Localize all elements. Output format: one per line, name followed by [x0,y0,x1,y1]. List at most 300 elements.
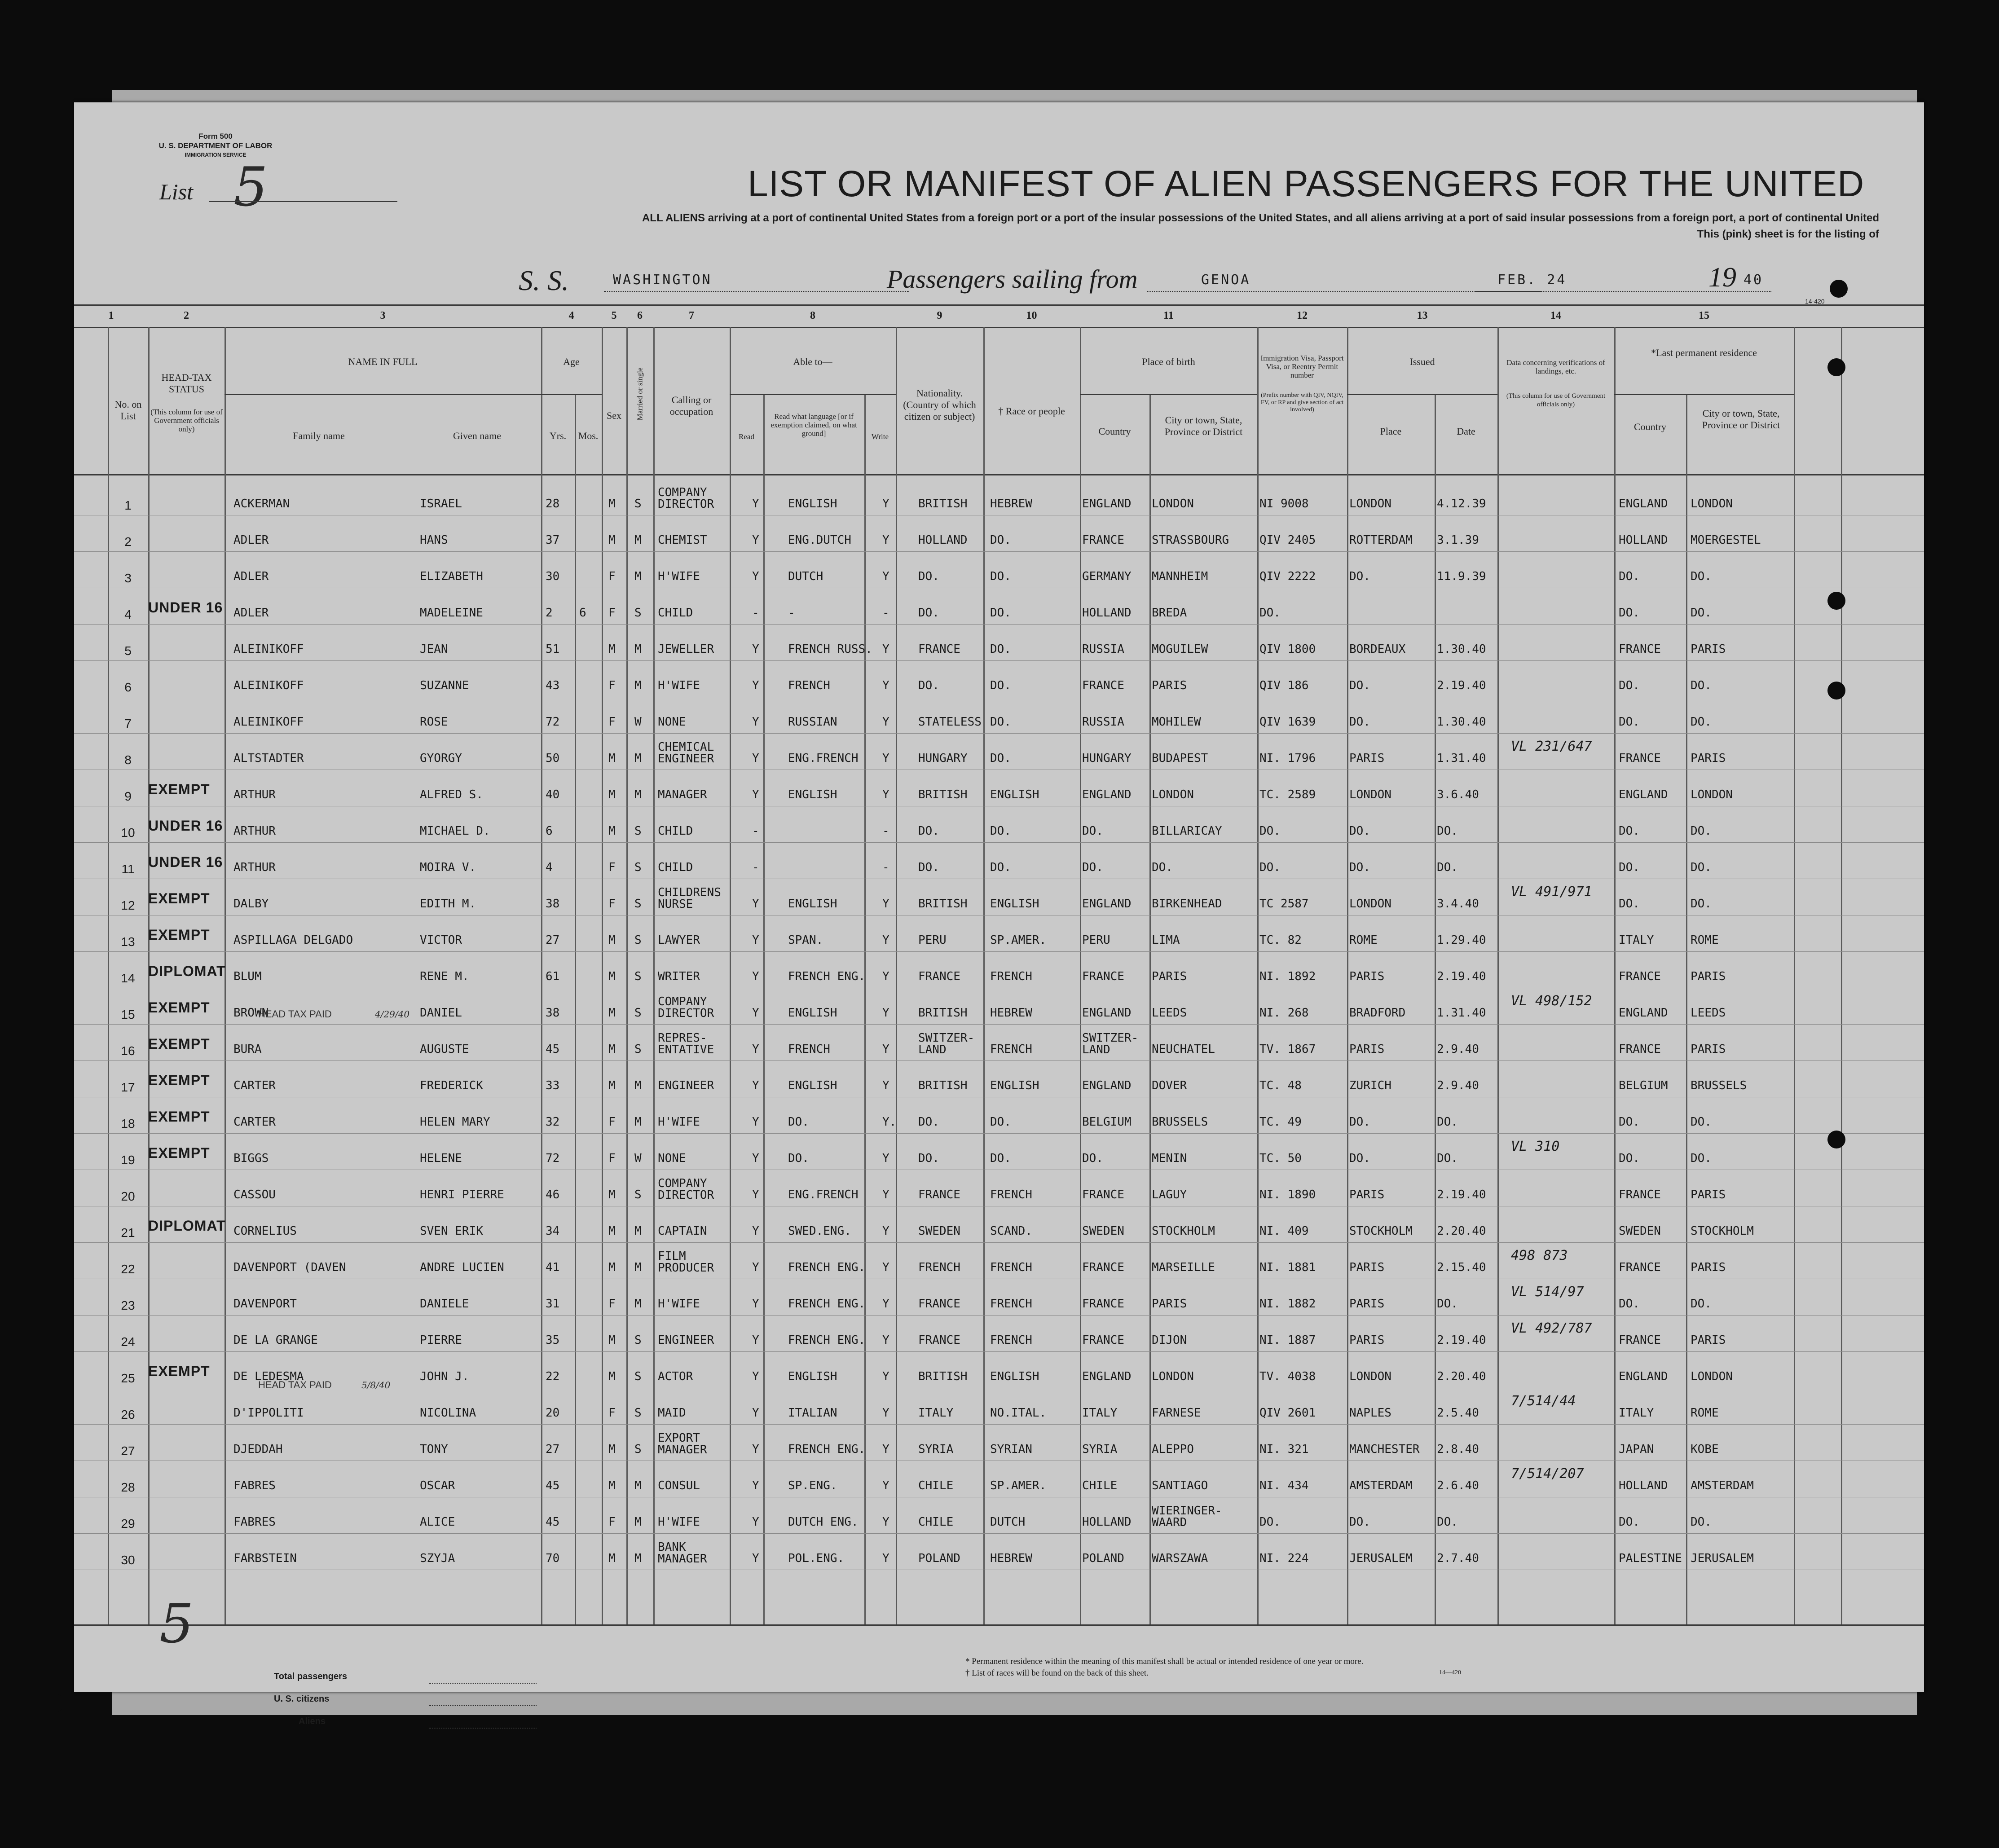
birth-country: FRANCE [1082,533,1124,547]
landing-data: 7/514/44 [1511,1393,1576,1409]
occupation: COMPANY DIRECTOR [658,995,714,1020]
colnum-15: 15 [1699,310,1709,321]
residence-country: ENGLAND [1619,1370,1668,1383]
sex: M [608,1006,616,1020]
family-name: FABRES [233,1479,276,1492]
residence-city: DO. [1691,1115,1712,1129]
residence-country: FRANCE [1619,1043,1661,1056]
sex: M [608,1552,616,1565]
colnum-9: 9 [937,310,942,321]
header-head-tax: HEAD-TAX STATUS [161,372,212,395]
occupation: MANAGER [658,788,707,801]
issued-place: ZURICH [1349,1079,1391,1092]
read-language: ENGLISH [788,1370,837,1383]
row-number: 30 [121,1553,135,1567]
head-tax-status: EXEMPT [148,890,210,906]
race: FRENCH [990,970,1032,983]
birth-city: FARNESE [1152,1406,1201,1420]
visa-number: TC. 48 [1259,1079,1302,1092]
marital-status: M [634,1115,642,1129]
race: DO. [990,642,1011,656]
residence-country: DO. [1619,1297,1640,1311]
issued-date: DO. [1437,1515,1458,1529]
total-line [429,1683,537,1684]
table-row [74,1534,1924,1570]
issued-date: DO. [1437,1297,1458,1311]
marital-status: M [634,533,642,547]
can-write: Y [882,897,889,911]
race: SYRIAN [990,1443,1032,1456]
given-name: HELEN MARY [420,1115,490,1129]
race: DO. [990,752,1011,765]
residence-city: JERUSALEM [1691,1552,1754,1565]
table-row [74,1316,1924,1352]
issued-date: 1.31.40 [1437,752,1486,765]
issued-place: PARIS [1349,752,1385,765]
residence-country: ENGLAND [1619,788,1668,801]
issued-date: 2.19.40 [1437,970,1486,983]
age-years: 22 [546,1370,560,1383]
occupation: CONSUL [658,1479,700,1492]
row-number: 27 [121,1444,135,1458]
family-name: DE LA GRANGE [233,1333,318,1347]
can-read: Y [752,1479,759,1492]
issued-place: JERUSALEM [1349,1552,1413,1565]
sex: M [608,933,616,947]
manifest-sheet [74,102,1924,1726]
visa-number: TV. 4038 [1259,1370,1316,1383]
head-tax-status: EXEMPT [148,1109,210,1125]
table-row [74,1170,1924,1206]
issued-date: 11.9.39 [1437,570,1486,583]
birth-country: ENGLAND [1082,1079,1132,1092]
visa-number: NI. 1890 [1259,1188,1316,1201]
issued-place: DO. [1349,824,1370,838]
residence-country: DO. [1619,679,1640,692]
read-language: FRENCH ENG. [788,1333,866,1347]
citizens-line [429,1705,537,1706]
can-write: - [882,824,889,838]
given-name: HENRI PIERRE [420,1188,504,1201]
nationality: DO. [918,861,939,874]
row-number: 23 [121,1298,135,1312]
sex: F [608,1406,616,1420]
stamp-text: HEAD TAX PAID [258,1008,332,1020]
stamp-text: HEAD TAX PAID [258,1379,332,1390]
age-years: 32 [546,1115,560,1129]
nationality: FRANCE [918,1333,960,1347]
row-rule [74,1242,1924,1243]
can-read: Y [752,752,759,765]
residence-city: DO. [1691,1515,1712,1529]
issued-date: 3.1.39 [1437,533,1479,547]
read-language: ITALIAN [788,1406,837,1420]
can-write: Y [882,533,889,547]
row-number: 14 [121,971,135,985]
nationality: DO. [918,570,939,583]
header-visa-note: (Prefix number with QIV, NQIV, FV, or RP and give section of act involved) [1260,392,1344,413]
header-read-lang: Read what language [or if exemption claimed, on what ground] [771,412,857,438]
given-name: MADELEINE [420,606,483,620]
can-read: Y [752,533,759,547]
race: DO. [990,824,1011,838]
landing-data: VL 231/647 [1511,739,1592,754]
age-years: 45 [546,1043,560,1056]
issued-place: PARIS [1349,1043,1385,1056]
given-name: ALFRED S. [420,788,483,801]
given-name: ELIZABETH [420,570,483,583]
race: SCAND. [990,1224,1032,1238]
table-row [74,1243,1924,1279]
occupation: WRITER [658,970,700,983]
age-years: 43 [546,679,560,692]
marital-status: M [634,1552,642,1565]
read-language: ENGLISH [788,1079,837,1092]
table-bottom-rule [74,1624,1924,1626]
nationality: BRITISH [918,1370,968,1383]
issued-date: 2.15.40 [1437,1261,1486,1274]
birth-country: HUNGARY [1082,752,1132,765]
occupation: CHEMICAL ENGINEER [658,740,714,766]
race: SP.AMER. [990,1479,1047,1492]
birth-country: ENGLAND [1082,897,1132,911]
sex: M [608,1443,616,1456]
head-tax-paid-stamp [258,1008,409,1020]
visa-number: QIV 2222 [1259,570,1316,583]
given-name: DANIEL [420,1006,462,1020]
age-years: 45 [546,1479,560,1492]
visa-number: NI. 224 [1259,1552,1309,1565]
residence-city: DO. [1691,824,1712,838]
can-write: Y [882,570,889,583]
issued-date: 1.30.40 [1437,642,1486,656]
visa-number: DO. [1259,861,1281,874]
birth-country: FRANCE [1082,1297,1124,1311]
family-name: BROWN [233,1006,269,1020]
visa-number: DO. [1259,606,1281,620]
race: HEBREW [990,1006,1032,1020]
occupation: REPRES- ENTATIVE [658,1031,714,1056]
sex: F [608,897,616,911]
marital-status: S [634,1443,642,1456]
sex: F [608,715,616,729]
can-read: Y [752,1261,759,1274]
table-row [74,952,1924,988]
row-number: 19 [121,1153,135,1167]
birth-country: SWITZER- LAND [1082,1031,1139,1056]
sex: M [608,1333,616,1347]
marital-status: S [634,897,642,911]
row-number: 15 [121,1008,135,1021]
birth-city: LAGUY [1152,1188,1187,1201]
issued-place: DO. [1349,715,1370,729]
marital-status: S [634,933,642,947]
read-language: POL.ENG. [788,1552,845,1565]
can-write: Y [882,1261,889,1274]
birth-city: PARIS [1152,1297,1187,1311]
occupation: H'WIFE [658,570,700,583]
occupation: CHILDRENS NURSE [658,886,721,911]
age-years: 35 [546,1333,560,1347]
row-number: 16 [121,1044,135,1058]
row-number: 6 [124,680,132,694]
nationality: DO. [918,824,939,838]
read-language: ENGLISH [788,897,837,911]
can-write: Y [882,1006,889,1020]
residence-country: FRANCE [1619,970,1661,983]
issued-date: DO. [1437,1115,1458,1129]
age-years: 50 [546,752,560,765]
table-row [74,916,1924,952]
birth-country: FRANCE [1082,679,1124,692]
given-name: SZYJA [420,1552,455,1565]
birth-city: LONDON [1152,497,1194,510]
can-read: Y [752,1333,759,1347]
stamp-date: 5/8/40 [361,1380,391,1390]
can-read: Y [752,1079,759,1092]
can-write: Y [882,1479,889,1492]
header-landing-note: (This column for use of Government officials only) [1506,392,1606,408]
header-birth-country: Country [1098,426,1131,437]
landing-data: VL 498/152 [1511,993,1592,1009]
marital-status: M [634,642,642,656]
row-rule [74,1024,1924,1025]
header-res-country: Country [1634,421,1667,432]
header-head-tax-note: (This column for use of Government officials only) [150,408,223,433]
nationality: DO. [918,606,939,620]
read-language: RUSSIAN [788,715,837,729]
read-language: FRENCH RUSS. [788,642,872,656]
age-years: 28 [546,497,560,510]
footer-form-code: 14—420 [1439,1669,1461,1676]
issued-date: 2.9.40 [1437,1079,1479,1092]
head-tax-status: DIPLOMAT [148,963,226,979]
family-name: ALTSTADTER [233,752,304,765]
can-write: Y. [882,1115,897,1129]
header-mos: Mos. [578,430,599,441]
nationality: BRITISH [918,1006,968,1020]
colnum-14: 14 [1550,310,1561,321]
birth-city: BIRKENHEAD [1152,897,1222,911]
residence-city: PARIS [1691,1188,1726,1201]
sex: F [608,1115,616,1129]
visa-number: QIV 1800 [1259,642,1316,656]
list-number: 5 [233,156,268,219]
can-write: Y [882,788,889,801]
header-issued-place: Place [1380,426,1402,437]
occupation: CHILD [658,861,693,874]
read-language: SP.ENG. [788,1479,837,1492]
birth-city: PARIS [1152,679,1187,692]
sailing-date: FEB. 24 [1497,272,1567,288]
list-underline [209,201,397,202]
residence-country: DO. [1619,715,1640,729]
birth-city: STRASSBOURG [1152,533,1229,547]
table-row [74,770,1924,806]
age-years: 6 [546,824,553,838]
row-number: 13 [121,935,135,949]
visa-number: TC. 50 [1259,1152,1302,1165]
read-language: FRENCH [788,679,830,692]
age-years: 40 [546,788,560,801]
can-write: Y [882,970,889,983]
row-rule [74,551,1924,552]
given-name: JOHN J. [420,1370,469,1383]
can-read: Y [752,570,759,583]
visa-number: NI 9008 [1259,497,1309,510]
read-language: ENGLISH [788,1006,837,1020]
read-language: ENG.DUTCH [788,533,851,547]
family-name: DJEDDAH [233,1443,283,1456]
visa-number: NI. 321 [1259,1443,1309,1456]
can-read: Y [752,715,759,729]
birth-city: PARIS [1152,970,1187,983]
nationality: FRANCE [918,1188,960,1201]
row-rule [74,842,1924,843]
visa-number: NI. 434 [1259,1479,1309,1492]
footnote-races: † List of races will be found on the back of this sheet. [965,1668,1149,1678]
departure-port: GENOA [1201,272,1251,288]
birth-city: ALEPPO [1152,1443,1194,1456]
residence-city: DO. [1691,897,1712,911]
race: FRENCH [990,1333,1032,1347]
colnum-13: 13 [1417,310,1428,321]
issued-date: 2.19.40 [1437,1333,1486,1347]
issued-date: 1.29.40 [1437,933,1486,947]
birth-city: BILLARICAY [1152,824,1222,838]
colnum-10: 10 [1026,310,1037,321]
birth-city: DOVER [1152,1079,1187,1092]
header-visa: Immigration Visa, Passport Visa, or Reentry Permit number [1260,354,1344,379]
issued-date: 2.9.40 [1437,1043,1479,1056]
form-number: Form 500 [198,132,233,141]
visa-number: NI. 1887 [1259,1333,1316,1347]
birth-city: LEEDS [1152,1006,1187,1020]
birth-city: MARSEILLE [1152,1261,1215,1274]
race: DO. [990,533,1011,547]
family-name: D'IPPOLITI [233,1406,304,1420]
subhead-rule [225,394,541,395]
issued-place: ROME [1349,933,1378,947]
birth-country: SWEDEN [1082,1224,1124,1238]
punch-hole [1830,280,1848,298]
birth-country: SYRIA [1082,1443,1118,1456]
residence-country: ENGLAND [1619,497,1668,510]
family-name: BIGGS [233,1152,269,1165]
read-language: ENGLISH [788,788,837,801]
birth-country: ENGLAND [1082,1006,1132,1020]
family-name: CASSOU [233,1188,276,1201]
marital-status: M [634,1261,642,1274]
occupation: H'WIFE [658,1297,700,1311]
marital-status: S [634,1333,642,1347]
read-language: FRENCH ENG. [788,1261,866,1274]
race: FRENCH [990,1261,1032,1274]
occupation: ENGINEER [658,1333,714,1347]
residence-city: DO. [1691,679,1712,692]
header-last-residence: *Last permanent residence [1651,347,1757,358]
landing-data: VL 492/787 [1511,1320,1592,1336]
race: DO. [990,715,1011,729]
family-name: CORNELIUS [233,1224,297,1238]
marital-status: S [634,824,642,838]
visa-number: DO. [1259,1515,1281,1529]
row-number: 11 [121,862,135,876]
visa-number: NI. 1882 [1259,1297,1316,1311]
list-label: List [159,179,194,204]
read-language: FRENCH ENG. [788,1443,866,1456]
table-row [74,1498,1924,1534]
family-name: ALEINIKOFF [233,679,304,692]
footer-us-citizens: U. S. citizens [274,1694,330,1704]
row-number: 26 [121,1408,135,1421]
can-write: Y [882,752,889,765]
can-read: Y [752,1006,759,1020]
family-name: ALEINIKOFF [233,642,304,656]
family-name: FABRES [233,1515,276,1529]
marital-status: W [634,1152,642,1165]
race: DO. [990,1115,1011,1129]
landing-data: VL 310 [1511,1139,1560,1154]
row-number: 2 [124,535,132,549]
form-department: U. S. DEPARTMENT OF LABOR [159,141,273,150]
row-number: 25 [121,1371,135,1385]
table-row [74,1207,1924,1243]
year-prefix: 19 [1708,262,1736,293]
residence-country: DO. [1619,1115,1640,1129]
issued-place: LONDON [1349,497,1391,510]
ship-underline [604,291,909,292]
age-years: 20 [546,1406,560,1420]
occupation: COMPANY DIRECTOR [658,486,714,511]
visa-number: NI. 1796 [1259,752,1316,765]
visa-number: QIV 186 [1259,679,1309,692]
stamp-date: 4/29/40 [374,1009,410,1020]
age-years: 45 [546,1515,560,1529]
header-race: † Race or people [998,405,1065,417]
row-rule [74,1060,1924,1061]
row-number: 17 [121,1080,135,1094]
birth-city: SANTIAGO [1152,1479,1208,1492]
sex: M [608,824,616,838]
form-identifier [141,132,290,160]
head-tax-status: EXEMPT [148,927,210,943]
race: DO. [990,606,1011,620]
occupation: H'WIFE [658,1115,700,1129]
given-name: RENE M. [420,970,469,983]
given-name: HANS [420,533,448,547]
row-rule [74,1533,1924,1534]
sex: F [608,861,616,874]
residence-city: KOBE [1691,1443,1719,1456]
issued-place: BRADFORD [1349,1006,1406,1020]
colnum-8: 8 [810,310,815,321]
race: DO. [990,1152,1011,1165]
nationality: FRANCE [918,642,960,656]
can-read: - [752,606,759,620]
issued-date: 3.4.40 [1437,897,1479,911]
nationality: CHILE [918,1515,954,1529]
nationality: POLAND [918,1552,960,1565]
occupation: LAWYER [658,933,700,947]
row-number: 21 [121,1226,135,1240]
can-read: Y [752,1115,759,1129]
nationality: ITALY [918,1406,954,1420]
visa-number: TC 2587 [1259,897,1309,911]
header-name-in-full: NAME IN FULL [348,356,418,367]
subtitle-line-1: ALL ALIENS arriving at a port of continental United States from a foreign port or a port of the insular possessions of the United States, and all aliens arriving at a port of said insular possessions from a foreign port, a port of continental United [642,212,1879,224]
can-read: Y [752,1043,759,1056]
